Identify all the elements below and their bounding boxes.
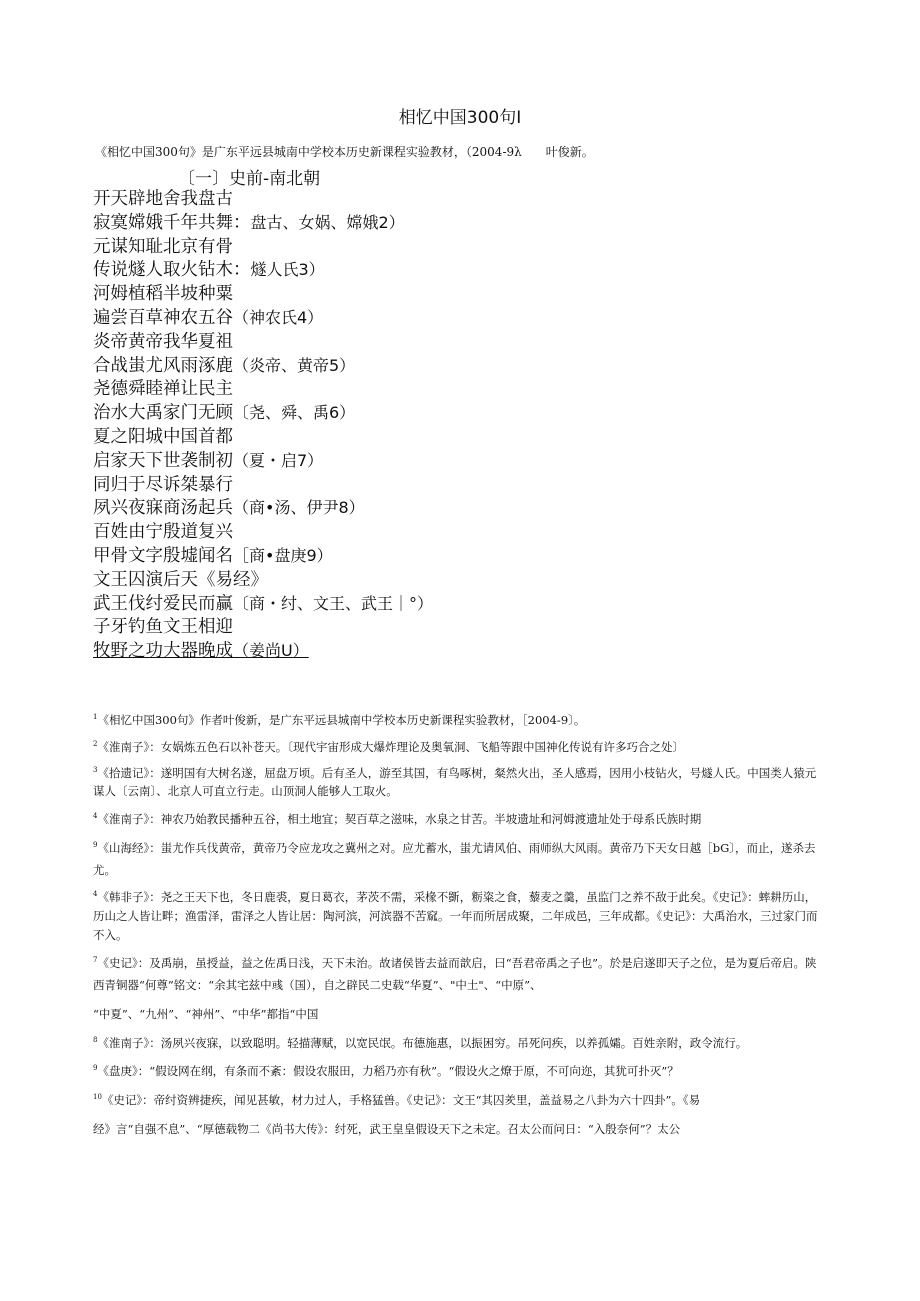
footnote: $^7$《史记》：及禹崩，虽授益，益之佐禹日浅，天下未治。故诸侯皆去益而歆启，曰“吾君帝禹之子也”。於是启遂即天子之位，是为夏后帝启。陕西青铜器“何尊”铭文：“余其宅兹中彧（国），自之辟民二史载“华夏”、"中土"、“中原”、 [93, 955, 817, 992]
verse-line: 甲骨文字殷墟闻名［商•盘庚9） [93, 545, 333, 566]
verse-line: 启家天下世袭制初（夏・启7） [93, 450, 324, 471]
footnote: $^2$《淮南子》：女娲炼五色石以补苍天。〔现代宇宙形成大爆炸理论及奥氧洞、飞船等跟中国神化传说有许多巧合之处〕 [93, 739, 684, 754]
verse-list [93, 187, 433, 663]
section-heading: 〔一〕史前-南北朝 [178, 169, 321, 189]
verse-line: 夙兴夜寐商汤起兵（商•汤、伊尹8） [93, 498, 365, 519]
footnote: $^9$《山海经》：蚩尤作兵伐黄帝，黄帝乃令应龙攻之冀州之对。应尤蓄水，蚩尤请风伯、雨师纵大风雨。黄帝乃下天女日越［bG〕，而止，遂杀去尤。 [93, 841, 816, 878]
footnotes [93, 706, 823, 1144]
footnote: $^{10}$《史记》：帝纣资辨捷疾，闻见甚敏，材力过人，手格猛兽。《史记》：文王“其囚羑里，盖益易之八卦为六十四卦”。《易 [93, 1093, 701, 1108]
verse-line: 开天辟地舍我盘古 [93, 189, 233, 209]
verse-line: 合战蚩尤风雨涿鹿（炎帝、黄帝5） [93, 355, 356, 376]
verse-line: 同归于尽诉桀暴行 [93, 474, 233, 495]
verse-line: 元谋知耻北京有骨 [93, 236, 233, 257]
footnote: $^9$《盘庚》：“假设网在纲，有条而不紊：假设农服田，力稻乃亦有秋”。“假设火之燎于原，不可向迩，其犹可扑灭”？ [93, 1064, 679, 1079]
verse-line: 文王囚演后天《易经》 [93, 569, 268, 590]
footnote: “中夏”、“九州”、“神州”、“中华”都指“中国 [93, 1006, 319, 1021]
footnote: $^4$《淮南子》：神农乃始教民播种五谷，相土地宜；契百草之滋味，水泉之甘苦。半坡遗址和河姆渡遗址处于母系氏族时期 [93, 812, 702, 827]
verse-line: 夏之阳城中国首都 [93, 426, 233, 447]
verse-line: 尧德舜睦禅让民主 [93, 379, 233, 400]
document-subtitle: 《相忆中国300句》是广东平远县城南中学校本历史新课程实验教材，（2004-9λ 叶俊新。 [95, 145, 594, 159]
footnote: $^8$《淮南子》：汤夙兴夜寐，以致聪明。轻描薄赋，以宽民氓。布德施惠，以振困穷。吊死问疾，以养孤孀。百姓亲附，政令流行。 [93, 1035, 748, 1050]
verse-line: 传说燧人取火钻木：燧人氏3） [93, 260, 325, 281]
verse-line: 百姓由宁殷道复兴 [93, 522, 233, 543]
verse-line: 子牙钓鱼文王相迎 [93, 617, 233, 638]
verse-line: 牧野之功大器晚成（姜尚U） [93, 641, 309, 662]
verse-line: 武王伐纣爱民而赢〔商・纣、文王、武王｜°） [93, 593, 434, 614]
document-title: 相忆中国300句I [398, 108, 522, 128]
verse-line: 寂寞嫦娥千年共舞：盘古、女娲、嫦娥2） [93, 212, 405, 233]
verse-line: 炎帝黄帝我华夏祖 [93, 331, 233, 352]
footnote: $^3$《拾遗记》：遂明国有大树名遂，屈盘万顷。后有圣人，游至其国，有鸟啄树，粲然火出，圣人感焉，因用小枝钻火，号燧人氏。中国类人猿元谋人〔云南〕、北京人可直立行走。山顶洞人能够人工取火。 [93, 765, 817, 799]
footnote: $^4$《韩非子》：尧之王天下也，冬日鹿裘，夏日葛衣，茅茨不需，采椽不斵，粝粢之食，藜麦之羹，虽监门之养不敌于此矣。《史记》：蟀耕历山，历山之人皆让畔；渔雷泽，雷泽之人皆让居：陶河滨，河滨器不苦窳。一年而所居成聚，二年成邑，三年成都。《史记》：大禹治水，三过家门而不入。 [93, 889, 818, 942]
verse-line: 治水大禹家门无顾〔尧、舜、禹6） [93, 403, 356, 424]
verse-line: 河姆植稻半坡种粟 [93, 284, 233, 305]
footnote: 经》言“自强不息”、“厚德载物二《尚书大传》：纣死，武王皇皇假设天下之未定。召太公而问日：“入殷奈何”？太公 [93, 1121, 681, 1136]
footnote: $^1$《相忆中国300句》作者叶俊新，是广东平远县城南中学校本历史新课程实验教材，［2004-9〕。 [93, 712, 586, 727]
verse-line: 遍尝百草神农五谷（神农氏4） [93, 307, 324, 328]
